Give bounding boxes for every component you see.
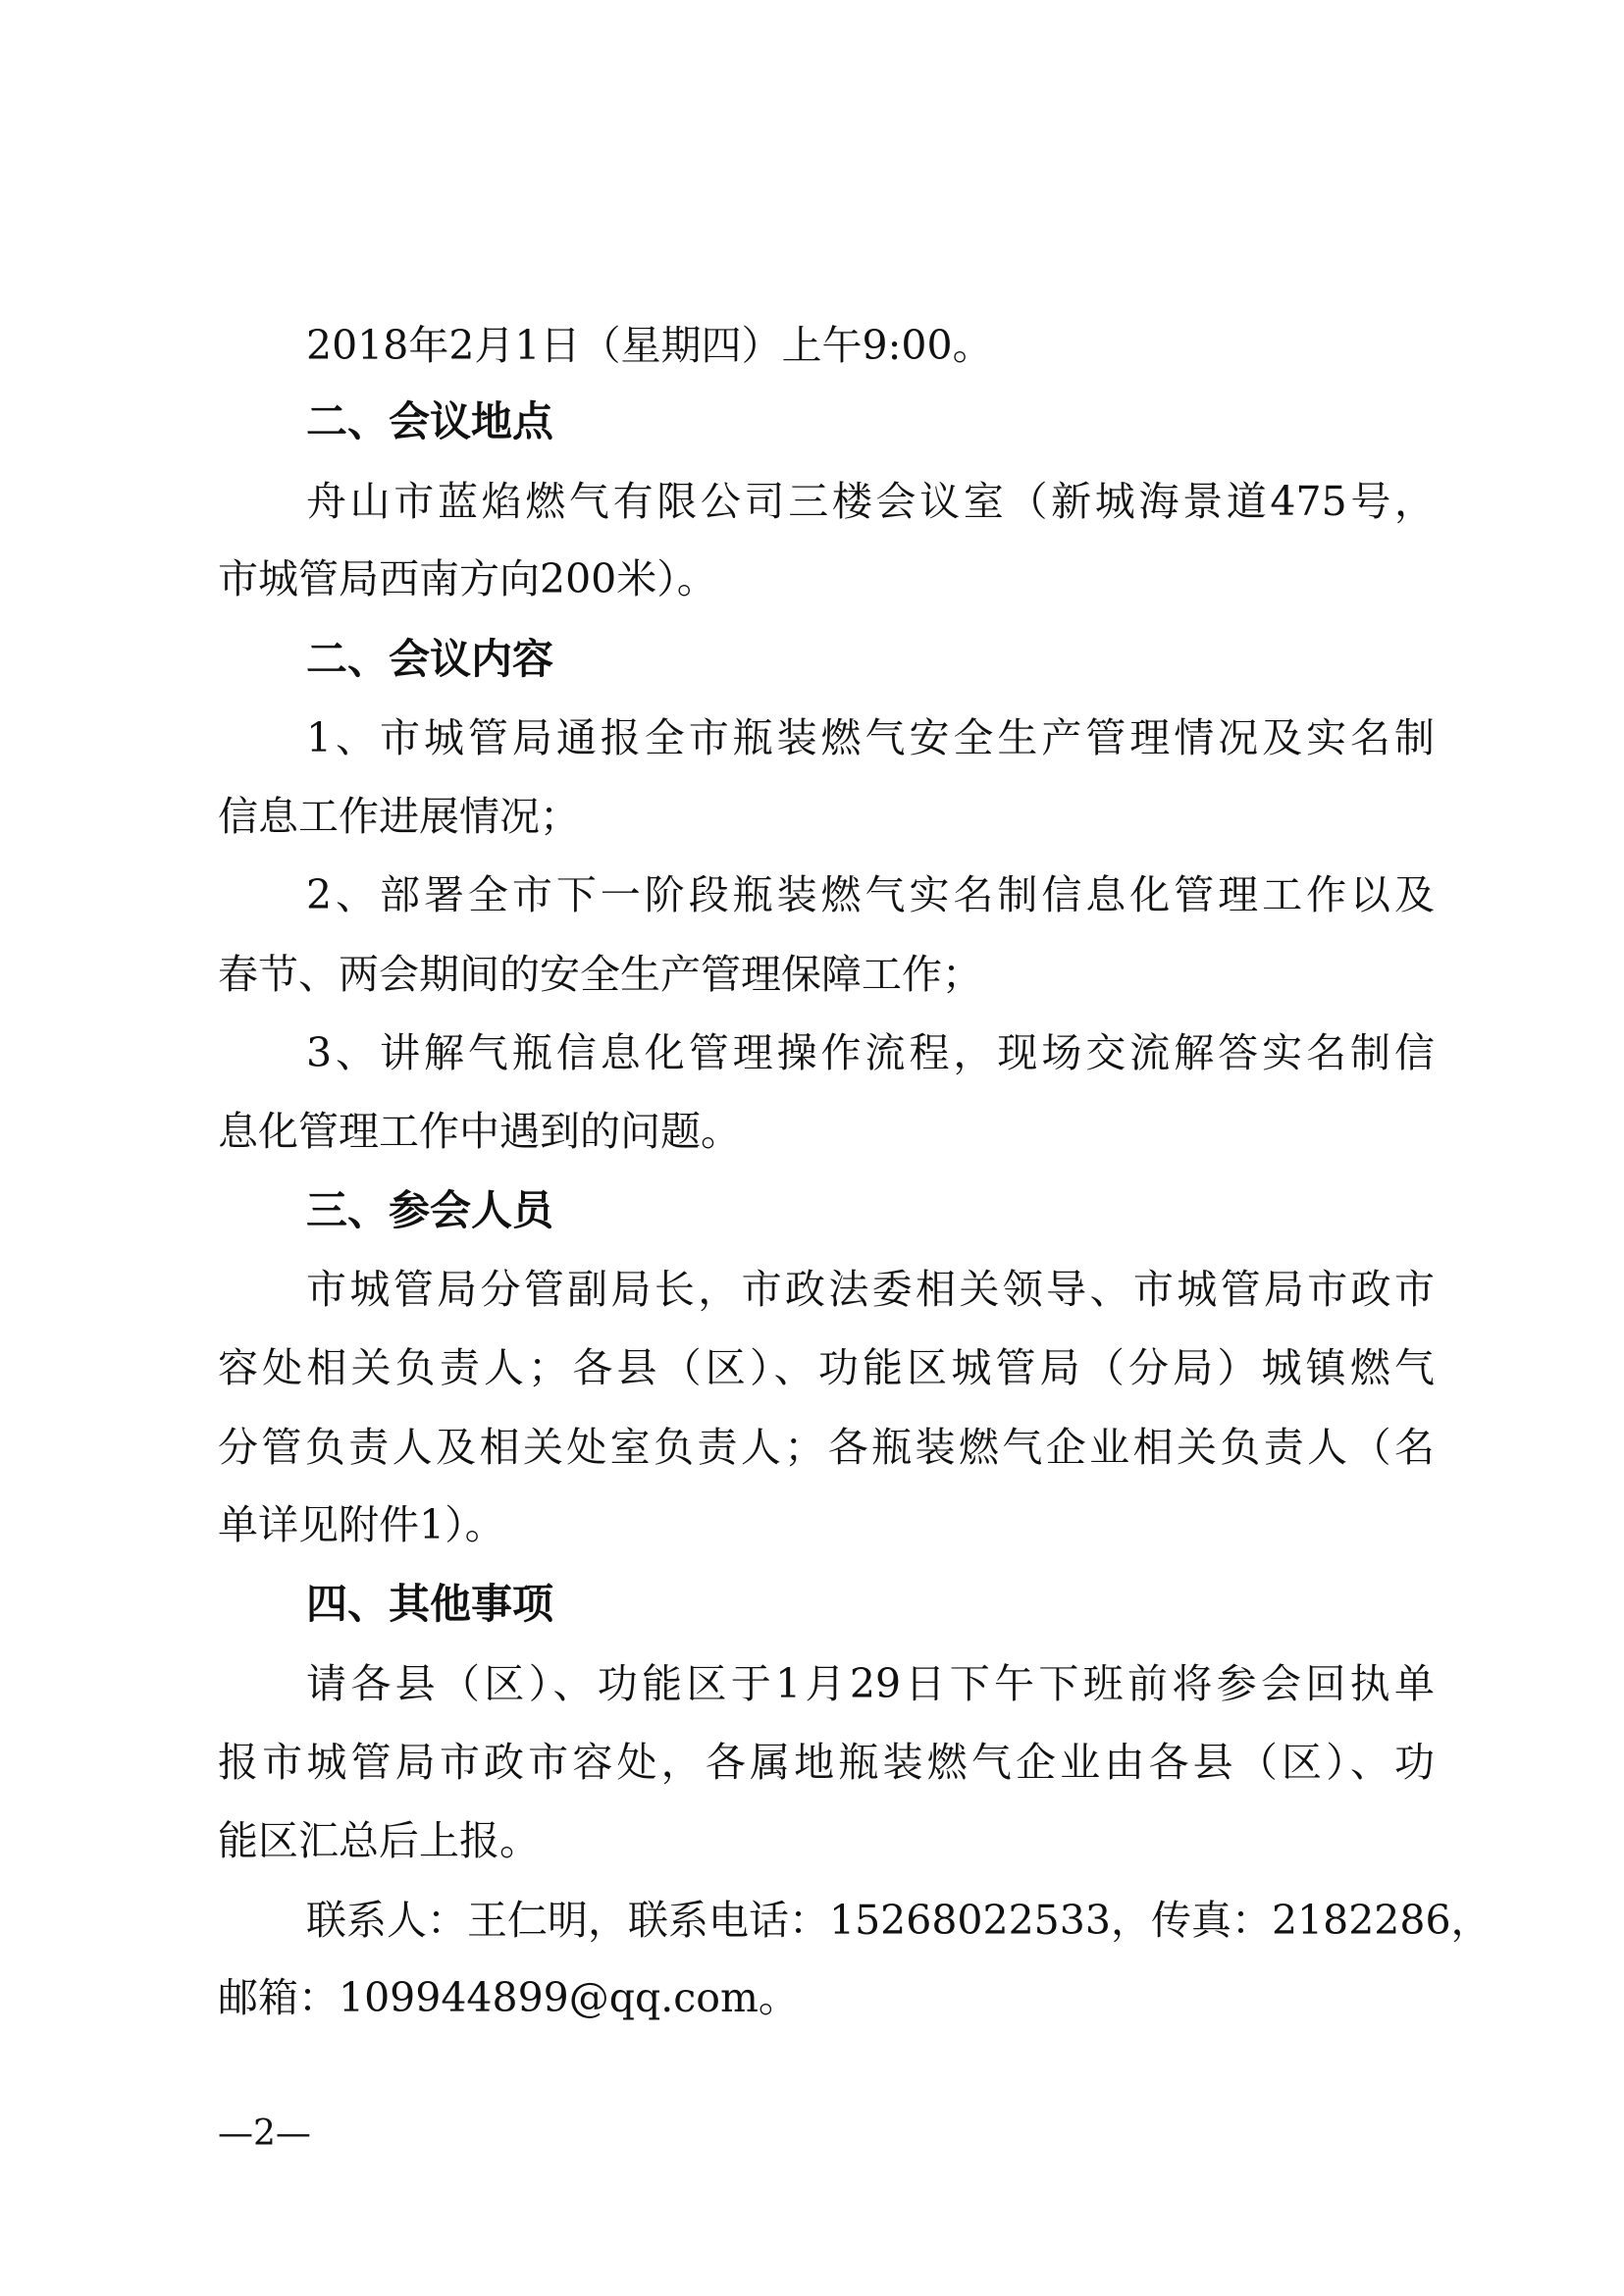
content-item-3-line-1: 3、讲解气瓶信息化管理操作流程，现场交流解答实名制信: [306, 1029, 1435, 1076]
contact-line-2: 邮箱：109944899@qq.com。: [218, 1974, 799, 2021]
content-item-2-line-2: 春节、两会期间的安全生产管理保障工作；: [218, 951, 982, 998]
content-item-1-line-1: 1、市城管局通报全市瓶装燃气安全生产管理情况及实名制: [306, 714, 1435, 761]
content-item-3-line-2: 息化管理工作中遇到的问题。: [218, 1108, 741, 1155]
content-item-2-line-1: 2、部署全市下一阶段瓶装燃气实名制信息化管理工作以及: [306, 871, 1435, 918]
section-heading-content: 二、会议内容: [306, 635, 554, 683]
content-item-1-line-2: 信息工作进展情况；: [218, 793, 580, 840]
attendees-line-4: 单详见附件1）。: [218, 1501, 505, 1548]
other-line-1: 请各县（区）、功能区于1月29日下午下班前将参会回执单: [306, 1660, 1435, 1707]
other-line-3: 能区汇总后上报。: [218, 1817, 540, 1864]
location-line-1: 舟山市蓝焰燃气有限公司三楼会议室（新城海景道475号，: [306, 478, 1435, 525]
section-heading-other: 四、其他事项: [306, 1580, 554, 1628]
attendees-line-1: 市城管局分管副局长，市政法委相关领导、市城管局市政市: [306, 1266, 1435, 1313]
location-line-2: 市城管局西南方向200米）。: [218, 555, 717, 602]
meeting-time-line: 2018年2月1日（星期四）上午9:00。: [306, 322, 993, 369]
section-heading-attendees: 三、参会人员: [306, 1186, 554, 1234]
attendees-line-2: 容处相关负责人；各县（区）、功能区城管局（分局）城镇燃气: [218, 1344, 1435, 1391]
page-number: —2—: [218, 2113, 311, 2154]
section-heading-location: 二、会议地点: [306, 397, 554, 445]
attendees-line-3: 分管负责人及相关处室负责人；各瓶装燃气企业相关负责人（名: [218, 1424, 1435, 1471]
other-line-2: 报市城管局市政市容处，各属地瓶装燃气企业由各县（区）、功: [218, 1739, 1435, 1786]
contact-line-1: 联系人：王仁明，联系电话：15268022533，传真：2182286，: [306, 1897, 1492, 1944]
